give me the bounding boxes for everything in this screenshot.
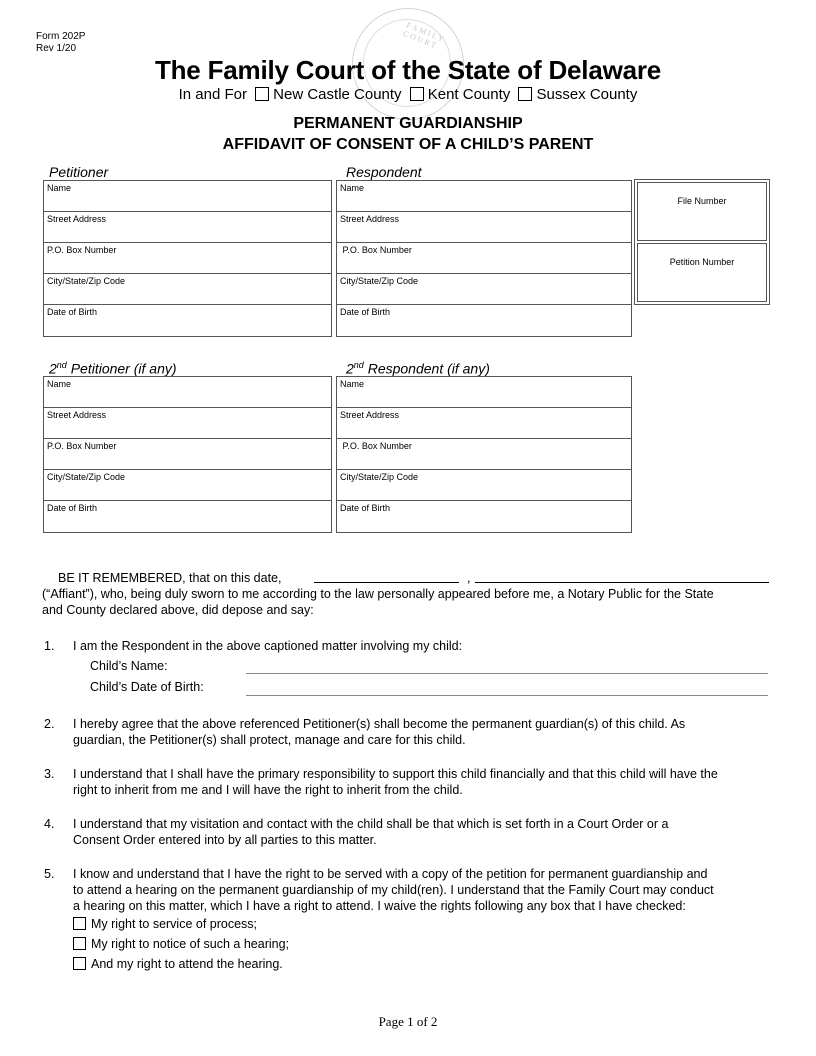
petitioner-street-field[interactable]: Street Address [44, 212, 331, 243]
second-respondent-fields [336, 376, 632, 533]
petitioner-dob-field[interactable]: Date of Birth [47, 307, 98, 317]
item-3-number: 3. [44, 767, 55, 781]
respondent-pobox-field[interactable]: P.O. Box Number [337, 243, 631, 274]
kent-label: Kent County [427, 86, 511, 103]
second-respondent-label: 2nd Respondent (if any) [346, 360, 490, 377]
in-and-for-label: In and For [178, 86, 247, 103]
preamble-comma: , [467, 571, 471, 585]
item-3-line2: right to inherit from me and I will have the right to inherit from the child. [73, 783, 463, 797]
second-petitioner-street-field[interactable]: Street Address [44, 408, 331, 439]
second-petitioner-name-field[interactable]: Name [44, 377, 331, 408]
date-blank[interactable] [314, 571, 459, 583]
preamble-line1 [58, 570, 281, 586]
item-5-line1: I know and understand that I have the right to be served with a copy of the petition for permanent guardianship and [73, 867, 708, 881]
form-revision: Rev 1/20 [36, 43, 77, 54]
second-respondent-name-field[interactable]: Name [337, 377, 631, 408]
sussex-checkbox[interactable] [518, 87, 532, 101]
respondent-label: Respondent [346, 164, 422, 180]
court-title: The Family Court of the State of Delaware [154, 55, 662, 85]
waiver-attend-item [73, 956, 283, 972]
item-2-line2: guardian, the Petitioner(s) shall protect, manage and care for this child. [73, 733, 466, 747]
petitioner-name-field[interactable]: Name [44, 181, 331, 212]
form-identifier [36, 31, 85, 55]
petitioner-label: Petitioner [49, 164, 109, 180]
petitioner-pobox-field[interactable]: P.O. Box Number [44, 243, 331, 274]
preamble-text-1: BE IT REMEMBERED, that on this date, [58, 571, 282, 585]
respondent-street-field[interactable]: Street Address [337, 212, 631, 243]
petitioner-fields [43, 180, 332, 337]
child-dob-label: Child’s Date of Birth: [90, 680, 204, 694]
affiant-name-blank[interactable] [475, 571, 769, 583]
child-name-label: Child’s Name: [90, 659, 168, 673]
document-title-line1: PERMANENT GUARDIANSHIP [293, 115, 523, 132]
item-1-text: I am the Respondent in the above captioned matter involving my child: [73, 639, 463, 653]
item-4-line1: I understand that my visitation and contact with the child shall be that which is set forth in a Court Order or a [73, 817, 669, 831]
county-selector [0, 86, 816, 103]
item-3-line1: I understand that I shall have the primary responsibility to support this child financially and that this child will have the [73, 767, 718, 781]
respondent-city-field[interactable]: City/State/Zip Code [337, 274, 631, 305]
sussex-label: Sussex County [536, 86, 638, 103]
case-number-box [634, 179, 770, 305]
waiver-service-checkbox[interactable] [73, 917, 86, 930]
respondent-name-field[interactable]: Name [337, 181, 631, 212]
item-5-line2: to attend a hearing on the permanent guardianship of my child(ren). I understand that the Family Court may conduct [73, 883, 714, 897]
waiver-notice-item [73, 936, 289, 952]
item-1-number: 1. [44, 639, 55, 653]
waiver-service-item [73, 916, 257, 932]
kent-checkbox[interactable] [410, 87, 424, 101]
second-respondent-dob-field[interactable]: Date of Birth [340, 503, 391, 513]
second-petitioner-fields [43, 376, 332, 533]
second-petitioner-city-field[interactable]: City/State/Zip Code [44, 470, 331, 501]
form-number: Form 202P [36, 31, 86, 42]
child-dob-input[interactable] [246, 695, 768, 696]
item-2-line1: I hereby agree that the above referenced Petitioner(s) shall become the permanent guardian(s) of this child. As [73, 717, 686, 731]
new-castle-checkbox[interactable] [255, 87, 269, 101]
respondent-fields [336, 180, 632, 337]
petition-number-field[interactable]: Petition Number [637, 243, 767, 302]
waiver-notice-label: My right to notice of such a hearing; [91, 937, 290, 951]
child-name-input[interactable] [246, 673, 768, 674]
page-number: Page 1 of 2 [378, 1014, 438, 1029]
second-respondent-pobox-field[interactable]: P.O. Box Number [337, 439, 631, 470]
new-castle-label: New Castle County [273, 86, 402, 103]
waiver-notice-checkbox[interactable] [73, 937, 86, 950]
preamble-line3: and County declared above, did depose and say: [42, 603, 314, 617]
file-number-field[interactable]: File Number [637, 182, 767, 241]
second-petitioner-pobox-field[interactable]: P.O. Box Number [44, 439, 331, 470]
seal-text: FAMILY COURT [401, 20, 447, 51]
petitioner-city-field[interactable]: City/State/Zip Code [44, 274, 331, 305]
waiver-attend-label: And my right to attend the hearing. [91, 957, 283, 971]
item-4-number: 4. [44, 817, 55, 831]
second-respondent-street-field[interactable]: Street Address [337, 408, 631, 439]
item-5-line3: a hearing on this matter, which I have a right to attend. I waive the rights following any box that I have checked: [73, 899, 686, 913]
second-petitioner-label: 2nd Petitioner (if any) [49, 360, 177, 377]
item-2-number: 2. [44, 717, 55, 731]
item-4-line2: Consent Order entered into by all parties to this matter. [73, 833, 377, 847]
second-petitioner-dob-field[interactable]: Date of Birth [47, 503, 98, 513]
waiver-service-label: My right to service of process; [91, 917, 258, 931]
document-title-line2: AFFIDAVIT OF CONSENT OF A CHILD’S PARENT [222, 136, 594, 153]
preamble-line2: (“Affiant”), who, being duly sworn to me according to the law personally appeared before me, a Notary Public for the State [42, 587, 714, 601]
respondent-dob-field[interactable]: Date of Birth [340, 307, 391, 317]
waiver-attend-checkbox[interactable] [73, 957, 86, 970]
item-5-number: 5. [44, 867, 55, 881]
second-respondent-city-field[interactable]: City/State/Zip Code [337, 470, 631, 501]
